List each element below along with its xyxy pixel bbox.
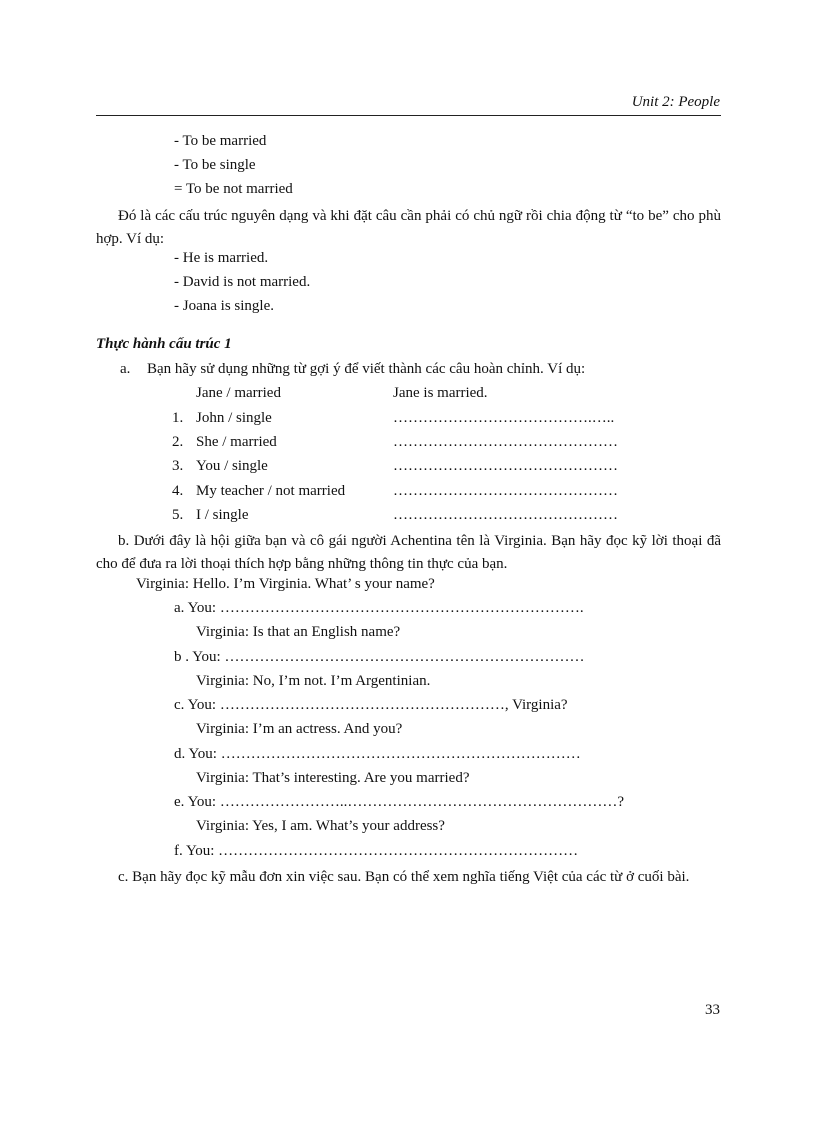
item-number: 1. [172,410,184,426]
example-1: - He is married. [174,250,269,266]
example-prompt: Jane / married [196,385,281,401]
item-prompt: You / single [196,458,268,474]
item-number: 4. [172,483,184,499]
item-blank: ……………………………………… [393,458,618,474]
item-number: 5. [172,507,184,523]
list-form-1: - To be married [174,133,267,149]
dialogue-you-f: f. You: ……………………………………………………………… [174,843,579,859]
dialogue-you-b: b . You: ……………………………………………………………… [174,649,585,665]
item-prompt: I / single [196,507,249,523]
dialogue-virginia-d: Virginia: That’s interesting. Are you married? [196,770,470,786]
dialogue-you-e: e. You: ……………………..………………………………………………? [174,794,625,810]
item-blank: ……………………………………… [393,507,618,523]
item-blank: ……………………………………… [393,483,618,499]
example-3: - Joana is single. [174,298,274,314]
item-number: 3. [172,458,184,474]
exercise-a-label: a. [120,361,131,377]
dialogue-intro: Virginia: Hello. I’m Virginia. What’ s your name? [136,576,435,592]
explanation-paragraph: Đó là các cấu trúc nguyên dạng và khi đặt câu cần phải có chủ ngữ rồi chia động từ “to be” cho phù hợp. Ví dụ: [96,208,721,247]
dialogue-virginia-b: Virginia: No, I’m not. I’m Argentinian. [196,673,431,689]
list-form-2: - To be single [174,157,256,173]
exercise-a-instruction: Bạn hãy sử dụng những từ gợi ý để viết thành các câu hoàn chỉnh. Ví dụ: [147,361,586,377]
item-prompt: My teacher / not married [196,483,346,499]
exercise-b-instruction: b. Dưới đây là hội giữa bạn và cô gái người Achentina tên là Virginia. Bạn hãy đọc kỹ lời thoại đã cho để đưa ra lời thoại thích hợp bằng những thông tin thực của bạn. [96,533,721,572]
dialogue-virginia-e: Virginia: Yes, I am. What’s your address? [196,818,445,834]
dialogue-you-a: a. You: ………………………………………………………………. [174,600,584,616]
exercise-c-instruction: c. Bạn hãy đọc kỹ mẫu đơn xin việc sau. Bạn có thể xem nghĩa tiếng Việt của các từ ở cuối bài. [118,869,690,885]
dialogue-you-d: d. You: ……………………………………………………………… [174,746,581,762]
practice-title: Thực hành cấu trúc 1 [96,336,232,352]
header-rule [96,115,721,116]
item-prompt: She / married [196,434,277,450]
item-blank: ……………………………………… [393,434,618,450]
example-2: - David is not married. [174,274,311,290]
dialogue-virginia-c: Virginia: I’m an actress. And you? [196,721,403,737]
item-prompt: John / single [196,410,272,426]
header-title: Unit 2: People [631,94,720,110]
page-number: 33 [705,1002,720,1018]
item-number: 2. [172,434,184,450]
item-blank: ………………………………….….. [393,410,615,426]
example-answer: Jane is married. [393,385,488,401]
dialogue-virginia-a: Virginia: Is that an English name? [196,624,401,640]
dialogue-you-c: c. You: …………………………………………………, Virginia? [174,697,568,713]
list-form-3: = To be not married [174,181,293,197]
